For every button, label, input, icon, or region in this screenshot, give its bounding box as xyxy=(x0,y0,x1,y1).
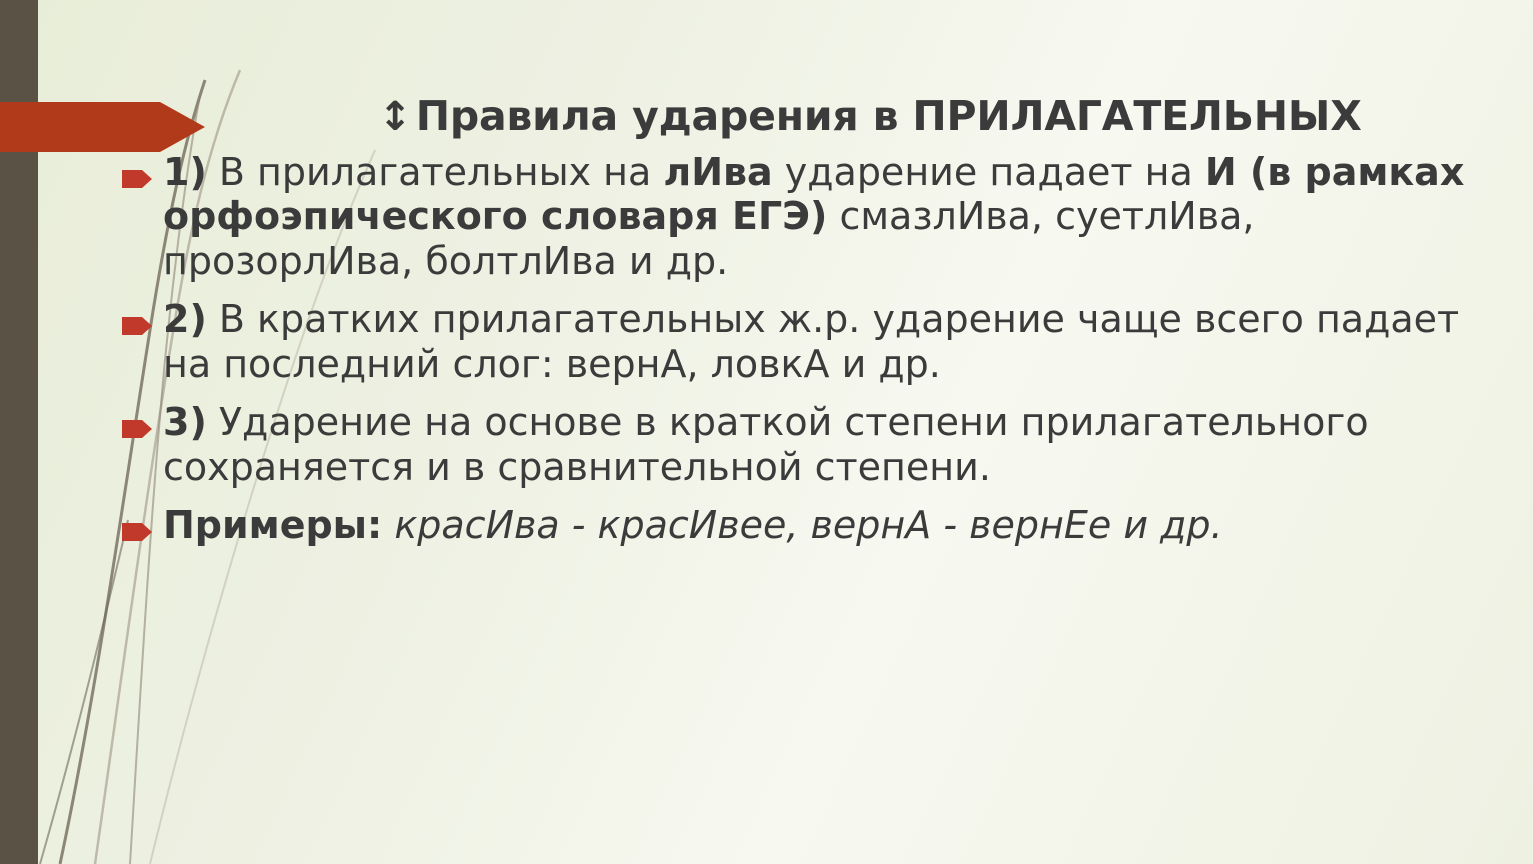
list-item xyxy=(118,297,1498,386)
list-item xyxy=(118,150,1498,283)
rule-2-number: 2) xyxy=(163,297,207,342)
rule-2-text xyxy=(163,297,1498,386)
rule-1-seg-5: смазлИва, суетлИва, прозорлИва, болтлИва и др. xyxy=(163,194,1255,283)
examples-text xyxy=(163,503,1498,547)
page-title xyxy=(230,92,1510,140)
examples-content: красИва - красИвее, вернА - вернЕе и др. xyxy=(382,503,1223,548)
list-item xyxy=(118,503,1498,547)
page-title-text: Правила ударения в ПРИЛАГАТЕЛЬНЫХ xyxy=(415,92,1362,140)
rule-3-text xyxy=(163,400,1498,489)
rule-1-seg-4: И (в рамках орфоэпического словаря ЕГЭ) xyxy=(163,150,1465,239)
examples-label: Примеры: xyxy=(163,503,383,548)
rule-2-seg-1: В кратких прилагательных ж.р. ударение чаще всего падает на последний слог: вернА, ловкА и др. xyxy=(163,297,1460,386)
up-down-arrow-icon: ↕ xyxy=(378,94,412,140)
rule-1-seg-1: В прилагательных на xyxy=(206,150,664,194)
rule-1-text xyxy=(163,150,1498,283)
rule-3-number: 3) xyxy=(163,400,207,445)
rule-1-number: 1) xyxy=(163,150,207,194)
rule-3-seg-1: Ударение на основе в краткой степени прилагательного сохраняется и в сравнительной степени. xyxy=(163,400,1369,489)
list-item xyxy=(118,400,1498,489)
red-arrow-banner xyxy=(0,96,205,158)
rules-list xyxy=(118,150,1498,562)
rule-1-seg-3: ударение падает на xyxy=(772,150,1205,194)
rule-1-seg-2: лИва xyxy=(663,150,773,194)
